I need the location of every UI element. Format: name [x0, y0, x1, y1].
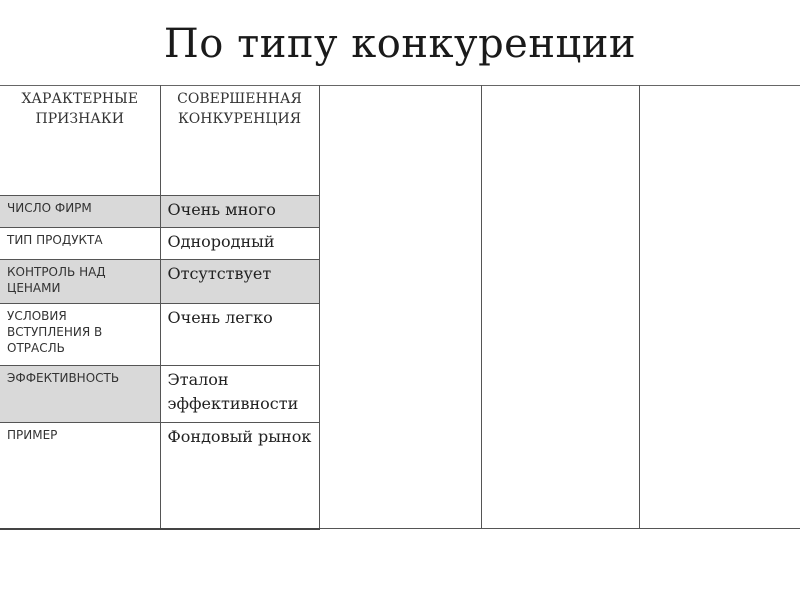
- row-value: Фондовый рынок: [167, 427, 312, 446]
- row-value: Очень легко: [167, 308, 273, 327]
- empty-column-3: [319, 86, 481, 529]
- table-header-row: [0, 86, 800, 196]
- row-label-cell: [0, 423, 160, 529]
- header-cell-characteristics: [0, 86, 160, 196]
- row-label: КОНТРОЛЬ НАД ЦЕНАМИ: [7, 265, 106, 295]
- row-value: Очень много: [167, 200, 276, 219]
- header-label-characteristics: ХАРАКТЕРНЫЕ ПРИЗНАКИ: [21, 91, 139, 127]
- empty-column-5: [639, 86, 800, 529]
- header-cell-perfect-competition: [160, 86, 319, 196]
- row-label: УСЛОВИЯ ВСТУПЛЕНИЯ В ОТРАСЛЬ: [7, 309, 103, 355]
- row-label: ЧИСЛО ФИРМ: [7, 201, 92, 215]
- comparison-table-wrapper: [0, 85, 800, 528]
- empty-column-4: [481, 86, 639, 529]
- row-label-cell: [0, 304, 160, 366]
- header-label-perfect-competition: СОВЕРШЕННАЯ КОНКУРЕНЦИЯ: [177, 91, 302, 127]
- row-value: Отсутствует: [167, 264, 272, 283]
- row-value: Эталон эффективности: [167, 370, 299, 413]
- row-label-cell: [0, 366, 160, 423]
- slide-title: По типу конкуренции: [163, 21, 637, 67]
- row-label: ПРИМЕР: [7, 428, 58, 442]
- row-value-cell: [160, 196, 319, 228]
- row-label-cell: [0, 228, 160, 260]
- row-value-cell: [160, 423, 319, 529]
- comparison-table: [0, 85, 800, 530]
- row-value: Однородный: [167, 232, 275, 251]
- row-label: ТИП ПРОДУКТА: [7, 233, 103, 247]
- row-label-cell: [0, 196, 160, 228]
- row-value-cell: [160, 304, 319, 366]
- row-value-cell: [160, 260, 319, 304]
- row-label: ЭФФЕКТИВНОСТЬ: [7, 371, 120, 385]
- row-value-cell: [160, 228, 319, 260]
- row-value-cell: [160, 366, 319, 423]
- row-label-cell: [0, 260, 160, 304]
